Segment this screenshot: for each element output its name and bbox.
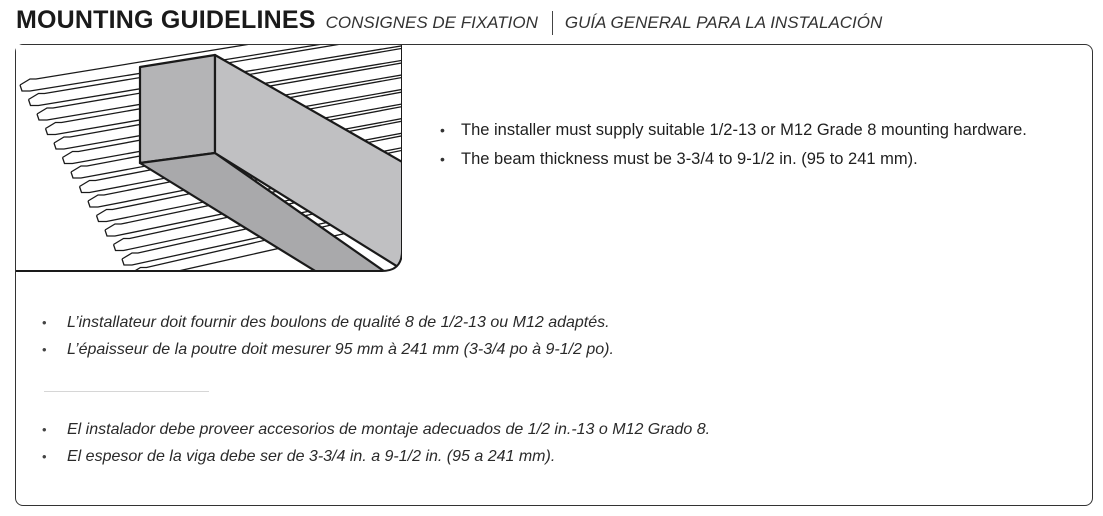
french-guidelines bbox=[42, 309, 942, 363]
section-divider bbox=[44, 391, 209, 392]
english-guidelines bbox=[434, 119, 1054, 177]
subtitle-separator bbox=[552, 11, 553, 35]
spanish-item-2: • El espesor de la viga debe ser de 3-3/4 in. a 9-1/2 in. (95 a 241 mm). bbox=[42, 443, 942, 470]
page-title: MOUNTING GUIDELINES bbox=[16, 6, 316, 34]
english-item-1: • The installer must supply suitable 1/2-13 or M12 Grade 8 mounting hardware. bbox=[434, 119, 1054, 142]
french-item-1: • L’installateur doit fournir des boulons de qualité 8 de 1/2-13 ou M12 adaptés. bbox=[42, 309, 942, 336]
french-item-2: • L’épaisseur de la poutre doit mesurer 95 mm à 241 mm (3-3/4 po à 9-1/2 po). bbox=[42, 336, 942, 363]
subtitle-spanish: GUÍA GENERAL PARA LA INSTALACIÓN bbox=[564, 13, 883, 32]
ceiling-beam-illustration-icon bbox=[16, 45, 402, 273]
guidelines-panel bbox=[15, 44, 1093, 506]
english-item-2: • The beam thickness must be 3-3/4 to 9-1/2 in. (95 to 241 mm). bbox=[434, 148, 1054, 171]
page-header bbox=[16, 6, 882, 36]
spanish-guidelines bbox=[42, 416, 942, 470]
illustration-area bbox=[16, 45, 404, 275]
subtitle-french: CONSIGNES DE FIXATION bbox=[325, 13, 538, 32]
spanish-item-1: • El instalador debe proveer accesorios de montaje adecuados de 1/2 in.-13 o M12 Grado 8. bbox=[42, 416, 942, 443]
